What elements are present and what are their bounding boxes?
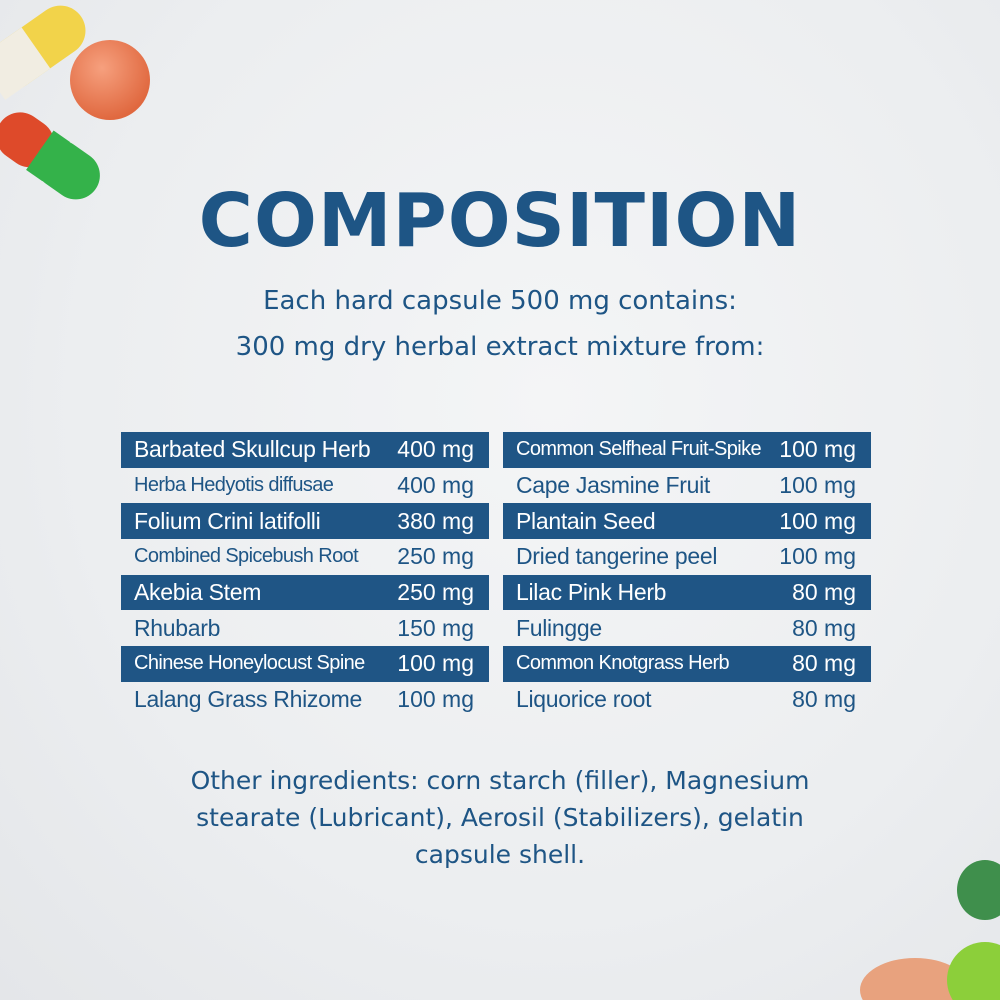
- ingredient-row: [121, 468, 489, 504]
- ingredient-amount: 100 mg: [397, 650, 474, 677]
- ingredient-name: Liquorice root: [516, 686, 652, 713]
- ingredient-row: [121, 610, 489, 646]
- ingredient-amount: 80 mg: [792, 614, 856, 641]
- ingredient-row: [503, 646, 871, 682]
- ingredient-row: [121, 432, 489, 468]
- ingredient-row: [503, 468, 871, 504]
- ingredient-row: [503, 682, 871, 718]
- ingredient-row: [503, 432, 871, 468]
- ingredient-name: Plantain Seed: [516, 507, 656, 534]
- ingredient-amount: 100 mg: [779, 436, 856, 463]
- ingredient-name: Lilac Pink Herb: [516, 579, 667, 606]
- ingredient-name: Common Knotgrass Herb: [516, 652, 730, 675]
- ingredient-name: Cape Jasmine Fruit: [516, 472, 711, 499]
- ingredient-row: [121, 682, 489, 718]
- ingredient-name: Chinese Honeylocust Spine: [134, 652, 365, 675]
- ingredient-name: Rhubarb: [134, 614, 221, 641]
- ingredient-amount: 100 mg: [397, 686, 474, 713]
- subtitle-extract: 300 mg dry herbal extract mixture from:: [235, 332, 765, 362]
- subtitle-capsule: Each hard capsule 500 mg contains:: [263, 286, 737, 316]
- ingredient-name: Fulingge: [516, 614, 602, 641]
- ingredient-name: Barbated Skullcup Herb: [134, 436, 371, 463]
- ingredient-row: [503, 503, 871, 539]
- ingredient-row: [121, 539, 489, 575]
- ingredient-row: [503, 575, 871, 611]
- ingredient-amount: 400 mg: [397, 472, 474, 499]
- other-ingredients-line: capsule shell.: [414, 840, 586, 869]
- ingredient-amount: 250 mg: [397, 579, 474, 606]
- ingredient-row: [121, 575, 489, 611]
- ingredient-row: [121, 646, 489, 682]
- ingredient-name: Lalang Grass Rhizome: [134, 686, 362, 713]
- ingredient-name: Combined Spicebush Root: [134, 545, 359, 568]
- ingredient-name: Common Selfheal Fruit-Spike: [516, 438, 762, 461]
- ingredient-amount: 250 mg: [397, 543, 474, 570]
- other-ingredients-line: stearate (Lubricant), Aerosil (Stabilizers), gelatin: [196, 803, 804, 832]
- ingredient-amount: 80 mg: [792, 579, 856, 606]
- ingredient-row: [121, 503, 489, 539]
- pills-decoration-bottom-right: [860, 850, 1000, 1000]
- ingredient-amount: 80 mg: [792, 686, 856, 713]
- ingredient-name: Dried tangerine peel: [516, 543, 718, 570]
- other-ingredients-line: Other ingredients: corn starch (filler), Magnesium: [190, 766, 810, 795]
- ingredients-table-left: [121, 432, 489, 718]
- ingredients-table-right: [503, 432, 871, 718]
- ingredient-amount: 100 mg: [779, 543, 856, 570]
- ingredient-row: [503, 610, 871, 646]
- ingredient-amount: 100 mg: [779, 507, 856, 534]
- ingredient-name: Akebia Stem: [134, 579, 262, 606]
- other-ingredients: [130, 762, 870, 873]
- ingredient-name: Herba Hedyotis diffusae: [134, 474, 334, 497]
- ingredient-name: Folium Crini latifolli: [134, 507, 321, 534]
- ingredient-amount: 100 mg: [779, 472, 856, 499]
- page-title: COMPOSITION: [198, 178, 802, 264]
- ingredient-row: [503, 539, 871, 575]
- ingredient-amount: 150 mg: [397, 614, 474, 641]
- ingredient-amount: 80 mg: [792, 650, 856, 677]
- ingredient-amount: 380 mg: [397, 507, 474, 534]
- ingredient-amount: 400 mg: [397, 436, 474, 463]
